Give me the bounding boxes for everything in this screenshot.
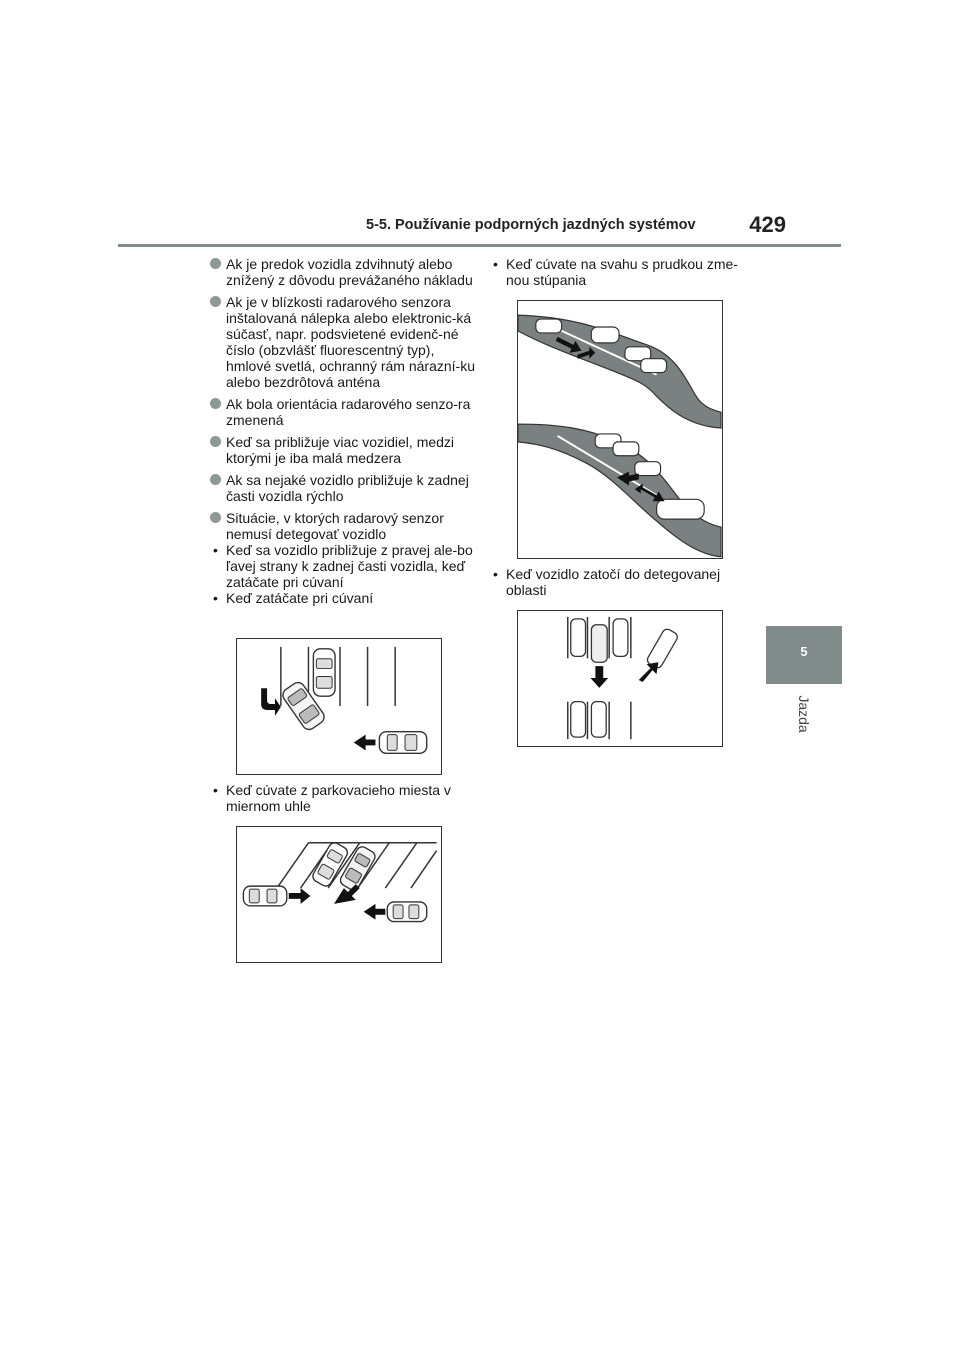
bullet-dot-icon xyxy=(210,258,221,269)
chapter-tab[interactable] xyxy=(766,626,842,684)
bullet-item xyxy=(210,434,475,466)
car-icon xyxy=(635,462,661,476)
bullet-text: Ak je predok vozidla zdvihnutý alebo znížený z dôvodu prevážaného nákladu xyxy=(226,256,473,288)
down-left-arrow-icon xyxy=(639,662,659,682)
parked-car-icon xyxy=(613,619,628,656)
sub-item xyxy=(210,542,475,590)
right-column-bottom xyxy=(490,566,745,598)
parked-car-icon xyxy=(571,619,586,656)
bullet-item xyxy=(210,294,475,390)
parked-car-icon xyxy=(313,649,335,696)
left-column xyxy=(210,256,475,606)
bullet-item xyxy=(210,510,475,542)
page-header xyxy=(366,214,786,242)
figure-angled-parking xyxy=(236,826,442,963)
turning-car-icon xyxy=(646,627,679,669)
page-number: 429 xyxy=(749,212,786,237)
figure-reverse-turning xyxy=(236,638,442,775)
figure-turning-into-area xyxy=(517,610,723,747)
sub-bullet-icon: • xyxy=(493,566,498,582)
left-arrow-icon xyxy=(354,735,376,751)
bullet-item xyxy=(210,396,475,428)
left-arrow-icon xyxy=(364,904,386,920)
down-arrow-icon xyxy=(590,666,608,688)
curved-arrow-icon xyxy=(261,688,281,716)
chapter-label-text: Jazda xyxy=(796,695,812,733)
illustration-slope xyxy=(518,301,722,558)
car-icon xyxy=(591,327,619,343)
sub-item xyxy=(490,566,745,598)
car-icon xyxy=(657,499,705,519)
chapter-label xyxy=(796,690,812,740)
bullet-text: Ak bola orientácia radarového senzo-ra zmenená xyxy=(226,396,471,428)
sub-bullet-icon: • xyxy=(213,782,218,798)
sub-item-text: Keď sa vozidlo približuje z pravej ale-bo ľavej strany k zadnej časti vozidla, keď zatáčate pri cúvaní xyxy=(226,542,473,590)
section-title: 5-5. Používanie podporných jazdných systémov xyxy=(366,217,696,233)
bullet-dot-icon xyxy=(210,398,221,409)
right-arrow-icon xyxy=(289,888,311,904)
bullet-dot-icon xyxy=(210,436,221,447)
left-column-lower xyxy=(210,782,475,814)
car-icon xyxy=(613,442,639,456)
illustration-reverse-turning xyxy=(237,639,441,774)
bullet-item xyxy=(210,472,475,504)
illustration-turning-into-area xyxy=(518,611,722,746)
sub-item xyxy=(490,256,745,288)
bullet-item xyxy=(210,256,475,288)
sub-bullet-icon: • xyxy=(213,590,218,606)
sub-bullet-icon: • xyxy=(493,256,498,272)
sub-item xyxy=(210,782,475,814)
right-car-icon xyxy=(387,902,426,922)
parked-car-icon xyxy=(591,702,606,737)
header-rule xyxy=(118,244,841,247)
left-car-icon xyxy=(243,886,286,906)
right-column-top xyxy=(490,256,745,288)
illustration-angled-parking xyxy=(237,827,441,962)
bullet-dot-icon xyxy=(210,296,221,307)
chapter-number: 5 xyxy=(800,644,808,659)
bullet-dot-icon xyxy=(210,512,221,523)
parked-car-icon xyxy=(571,702,586,737)
bullet-text: Keď sa približuje viac vozidiel, medzi ktorými je iba malá medzera xyxy=(226,434,455,466)
figure-slope xyxy=(517,300,723,559)
car-icon xyxy=(536,319,562,333)
sub-item-text: Keď cúvate z parkovacieho miesta v miernom uhle xyxy=(226,782,451,814)
car-icon xyxy=(641,359,667,373)
sub-bullet-icon: • xyxy=(213,542,218,558)
bullet-text: Situácie, v ktorých radarový senzor nemusí detegovať vozidlo xyxy=(226,510,444,542)
sub-item-text: Keď cúvate na svahu s prudkou zme-nou stúpania xyxy=(506,256,738,288)
bullet-text: Ak sa nejaké vozidlo približuje k zadnej časti vozidla rýchlo xyxy=(226,472,469,504)
sub-item-text: Keď zatáčate pri cúvaní xyxy=(226,590,374,606)
bullet-dot-icon xyxy=(210,474,221,485)
reversing-car-icon xyxy=(591,625,607,662)
sub-item-text: Keď vozidlo zatočí do detegovanej oblasti xyxy=(506,566,721,598)
approaching-car-icon xyxy=(379,732,426,754)
sub-item xyxy=(210,590,475,606)
bullet-text: Ak je v blízkosti radarového senzora inštalovaná nálepka alebo elektronic-ká súčasť, napr. podsvietené evidenč-né číslo (obzvlášť fluorescentný typ), hmlové svetlá, ochranný rám nárazní-ku alebo bezdrôtová anténa xyxy=(226,294,475,390)
